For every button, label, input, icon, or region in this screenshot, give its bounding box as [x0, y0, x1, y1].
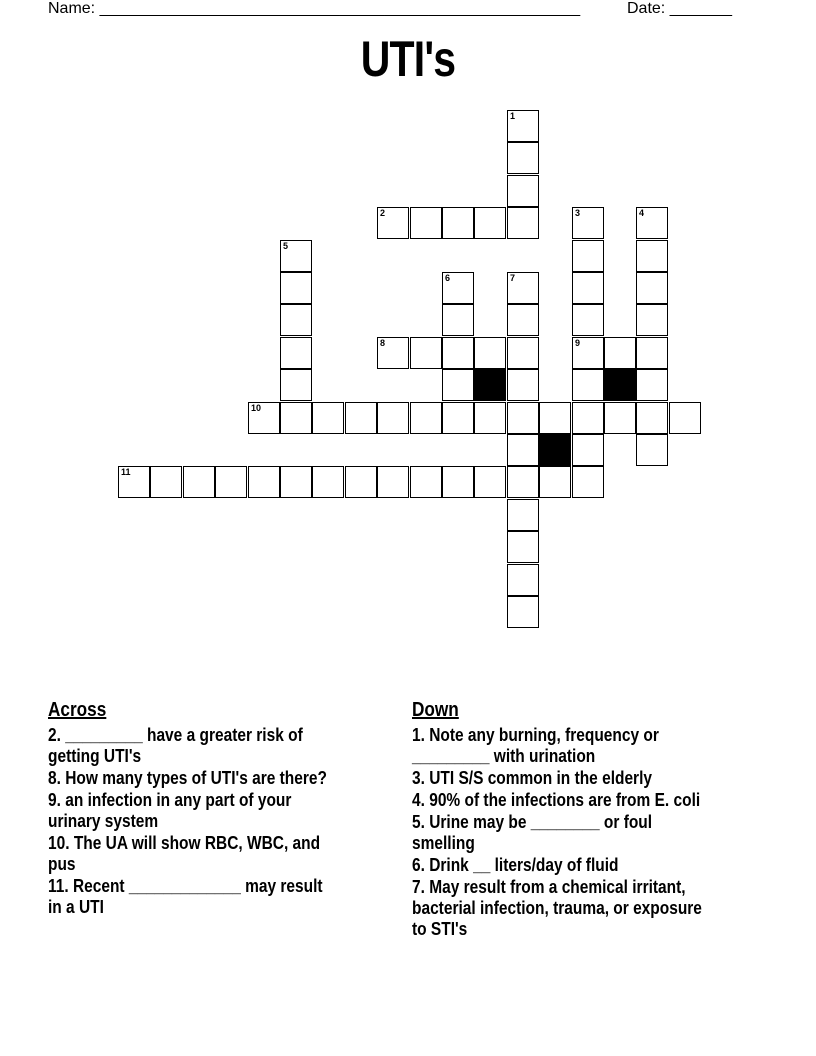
grid-cell[interactable] [572, 434, 604, 466]
grid-cell[interactable] [507, 175, 539, 207]
grid-cell[interactable] [572, 304, 604, 336]
grid-cell[interactable] [507, 142, 539, 174]
down-clues [412, 700, 762, 941]
grid-cell[interactable] [280, 304, 312, 336]
grid-block [539, 434, 571, 466]
grid-cell[interactable] [442, 369, 474, 401]
grid-cell[interactable] [377, 466, 409, 498]
grid-cell[interactable] [507, 402, 539, 434]
grid-cell[interactable] [280, 337, 312, 369]
grid-cell[interactable] [507, 596, 539, 628]
across-clue [48, 833, 340, 875]
clue-number: 6. [412, 855, 430, 875]
grid-cell[interactable] [669, 402, 701, 434]
grid-cell[interactable] [507, 207, 539, 239]
clue-number: 3 [575, 208, 581, 218]
grid-cell[interactable] [572, 207, 604, 239]
grid-cell[interactable] [410, 337, 442, 369]
grid-cell[interactable] [604, 402, 636, 434]
grid-cell[interactable] [345, 466, 377, 498]
grid-cell[interactable] [474, 402, 506, 434]
grid-cell[interactable] [345, 402, 377, 434]
clue-number: 2 [380, 208, 386, 218]
clue-number: 2. [48, 725, 66, 745]
grid-cell[interactable] [280, 272, 312, 304]
clue-number: 1 [510, 111, 516, 121]
down-clue [412, 877, 713, 940]
clue-text: Urine may be ________ or foul smelling [412, 812, 653, 853]
clue-number: 8 [380, 338, 386, 348]
grid-cell[interactable] [636, 337, 668, 369]
grid-cell[interactable] [636, 369, 668, 401]
clue-number: 10. [48, 833, 74, 853]
grid-cell[interactable] [410, 466, 442, 498]
grid-cell[interactable] [280, 402, 312, 434]
grid-cell[interactable] [248, 402, 280, 434]
clue-number: 7 [510, 273, 516, 283]
grid-block [474, 369, 506, 401]
grid-cell[interactable] [636, 207, 668, 239]
grid-cell[interactable] [280, 240, 312, 272]
clue-text: May result from a chemical irritant, bacterial infection, trauma, or exposure to STI's [412, 877, 702, 939]
grid-cell[interactable] [636, 240, 668, 272]
grid-cell[interactable] [572, 466, 604, 498]
grid-cell[interactable] [636, 272, 668, 304]
grid-cell[interactable] [377, 337, 409, 369]
grid-cell[interactable] [636, 402, 668, 434]
down-clue [412, 855, 713, 876]
grid-cell[interactable] [442, 304, 474, 336]
clue-text: an infection in any part of your urinary system [48, 790, 292, 831]
clue-number: 4. [412, 790, 430, 810]
grid-cell[interactable] [442, 402, 474, 434]
grid-cell[interactable] [183, 466, 215, 498]
clue-number: 9 [575, 338, 581, 348]
clue-number: 8. [48, 768, 66, 788]
clue-text: 90% of the infections are from E. coli [429, 790, 701, 810]
clue-number: 5. [412, 812, 430, 832]
down-clue [412, 768, 713, 789]
clue-number: 4 [639, 208, 645, 218]
grid-cell[interactable] [410, 402, 442, 434]
across-clue [48, 725, 340, 767]
clue-number: 3. [412, 768, 430, 788]
grid-cell[interactable] [507, 499, 539, 531]
grid-block [604, 369, 636, 401]
down-heading: Down [412, 699, 459, 721]
clue-text: Drink __ liters/day of fluid [429, 855, 619, 875]
grid-cell[interactable] [636, 434, 668, 466]
clue-text: _________ have a greater risk of getting UTI's [48, 725, 303, 766]
grid-cell[interactable] [507, 531, 539, 563]
grid-cell[interactable] [572, 337, 604, 369]
grid-cell[interactable] [442, 272, 474, 304]
grid-cell[interactable] [636, 304, 668, 336]
down-clue [412, 790, 713, 811]
across-clue [48, 876, 340, 918]
across-clue [48, 768, 340, 789]
grid-cell[interactable] [248, 466, 280, 498]
grid-cell[interactable] [572, 240, 604, 272]
clue-text: The UA will show RBC, WBC, and pus [48, 833, 321, 874]
grid-cell[interactable] [507, 564, 539, 596]
grid-cell[interactable] [507, 110, 539, 142]
across-clues [48, 700, 388, 919]
grid-cell[interactable] [507, 272, 539, 304]
puzzle-title: UTI's [360, 31, 456, 87]
clue-text: How many types of UTI's are there? [65, 768, 327, 788]
clue-number: 11 [121, 467, 131, 477]
grid-cell[interactable] [118, 466, 150, 498]
grid-cell[interactable] [474, 337, 506, 369]
grid-cell[interactable] [539, 402, 571, 434]
grid-cell[interactable] [442, 207, 474, 239]
grid-cell[interactable] [507, 434, 539, 466]
grid-cell[interactable] [442, 466, 474, 498]
clue-number: 1. [412, 725, 430, 745]
grid-cell[interactable] [572, 402, 604, 434]
clue-number: 7. [412, 877, 430, 897]
clue-number: 9. [48, 790, 66, 810]
grid-cell[interactable] [474, 466, 506, 498]
date-field-label: Date: _______ [627, 0, 732, 17]
grid-cell[interactable] [312, 402, 344, 434]
grid-cell[interactable] [442, 337, 474, 369]
grid-cell[interactable] [215, 466, 247, 498]
clue-number: 6 [445, 273, 451, 283]
clue-text: Recent _____________ may result in a UTI [48, 876, 323, 917]
grid-cell[interactable] [572, 369, 604, 401]
down-clue [412, 725, 713, 767]
grid-cell[interactable] [150, 466, 182, 498]
grid-cell[interactable] [572, 272, 604, 304]
across-clue [48, 790, 340, 832]
clue-number: 10 [251, 403, 262, 413]
across-heading: Across [48, 699, 107, 721]
grid-cell[interactable] [507, 466, 539, 498]
grid-cell[interactable] [507, 304, 539, 336]
clue-text: UTI S/S common in the elderly [429, 768, 653, 788]
grid-cell[interactable] [280, 466, 312, 498]
down-clue [412, 812, 713, 854]
grid-cell[interactable] [377, 402, 409, 434]
grid-cell[interactable] [474, 207, 506, 239]
grid-cell[interactable] [312, 466, 344, 498]
grid-cell[interactable] [410, 207, 442, 239]
name-field-label: Name: ______________________________________________________ [48, 0, 581, 17]
grid-cell[interactable] [280, 369, 312, 401]
clue-text: Note any burning, frequency or _________ with urination [412, 725, 659, 766]
grid-cell[interactable] [604, 337, 636, 369]
grid-cell[interactable] [377, 207, 409, 239]
grid-cell[interactable] [507, 369, 539, 401]
grid-cell[interactable] [539, 466, 571, 498]
clue-number: 5 [283, 241, 289, 251]
grid-cell[interactable] [507, 337, 539, 369]
clue-number: 11. [48, 876, 73, 896]
